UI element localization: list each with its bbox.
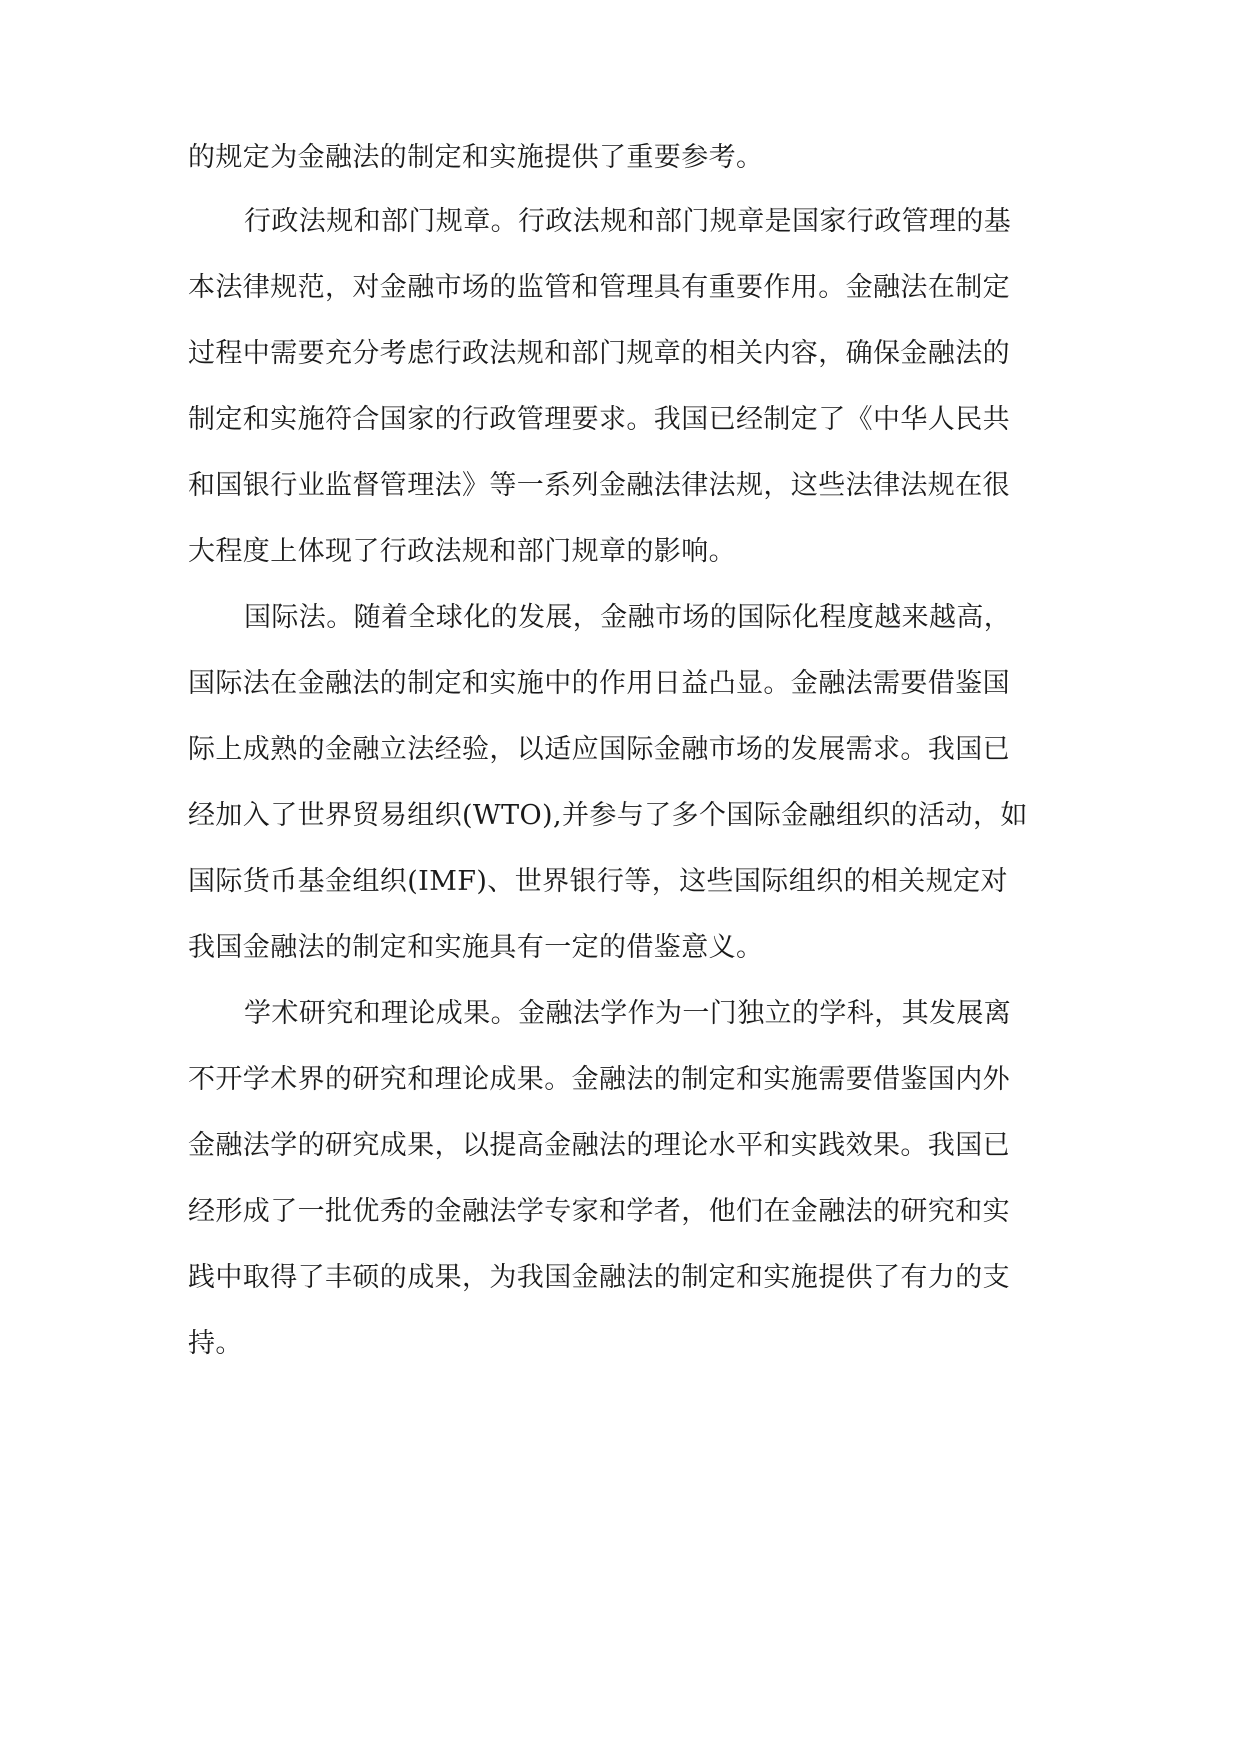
text-line: 过程中需要充分考虑行政法规和部门规章的相关内容，确保金融法的	[188, 338, 1010, 369]
text-line: 金融法学的研究成果，以提高金融法的理论水平和实践效果。我国已	[188, 1130, 1010, 1161]
text-line: 经形成了一批优秀的金融法学专家和学者，他们在金融法的研究和实	[188, 1196, 1010, 1227]
text-line: 践中取得了丰硕的成果，为我国金融法的制定和实施提供了有力的支	[188, 1262, 1010, 1293]
text-line: 本法律规范，对金融市场的监管和管理具有重要作用。金融法在制定	[188, 272, 1010, 303]
text-line: 制定和实施符合国家的行政管理要求。我国已经制定了《中华人民共	[188, 404, 1010, 435]
text-line: 国际法在金融法的制定和实施中的作用日益凸显。金融法需要借鉴国	[188, 668, 1010, 699]
text-line: 大程度上体现了行政法规和部门规章的影响。	[188, 536, 736, 567]
text-line: 不开学术界的研究和理论成果。金融法的制定和实施需要借鉴国内外	[188, 1064, 1010, 1095]
text-line: 的规定为金融法的制定和实施提供了重要参考。	[188, 142, 764, 173]
text-line: 国际法。随着全球化的发展，金融市场的国际化程度越来越高，	[244, 602, 1012, 633]
text-line: 我国金融法的制定和实施具有一定的借鉴意义。	[188, 932, 764, 963]
text-line: 学术研究和理论成果。金融法学作为一门独立的学科，其发展离	[244, 998, 1012, 1029]
text-line: 际上成熟的金融立法经验，以适应国际金融市场的发展需求。我国已	[188, 734, 1010, 765]
text-line: 国际货币基金组织(IMF)、世界银行等，这些国际组织的相关规定对	[188, 866, 1008, 897]
text-line: 持。	[188, 1328, 243, 1359]
text-line: 行政法规和部门规章。行政法规和部门规章是国家行政管理的基	[244, 206, 1012, 237]
text-line: 和国银行业监督管理法》等一系列金融法律法规，这些法律法规在很	[188, 470, 1010, 501]
text-line: 经加入了世界贸易组织(WTO),并参与了多个国际金融组织的活动，如	[188, 800, 1028, 831]
